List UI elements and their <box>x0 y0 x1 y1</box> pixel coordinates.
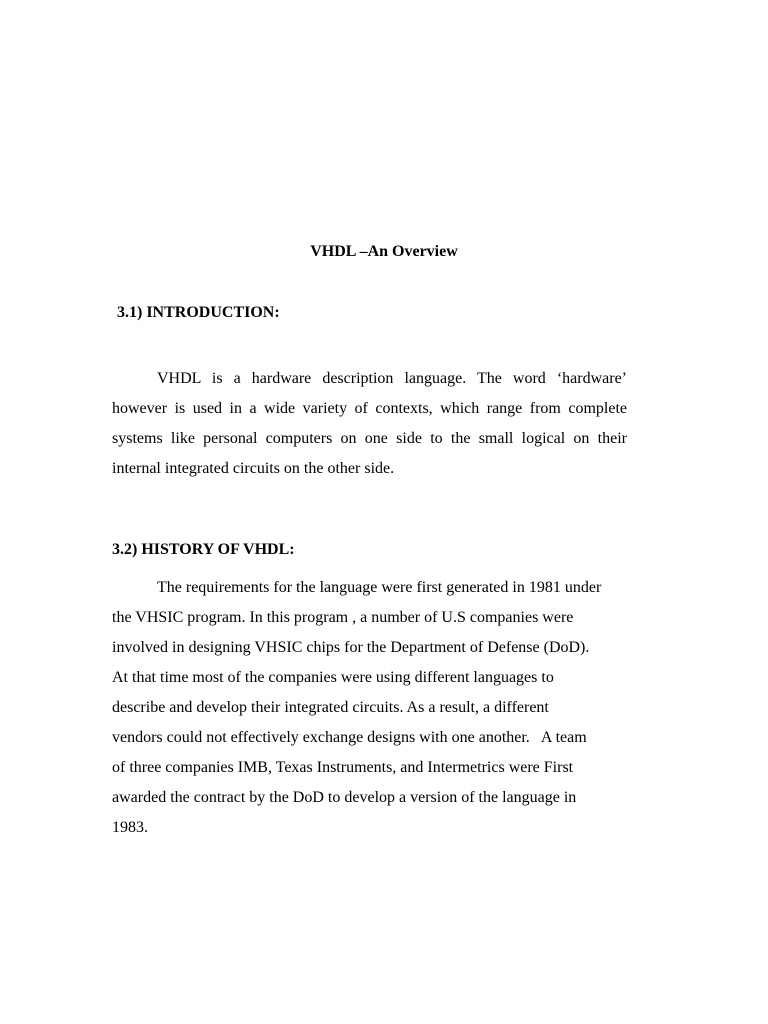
paragraph-line: involved in designing VHSIC chips for the Department of Defense (DoD). <box>112 639 590 656</box>
paragraph-line: VHDL is a hardware description language. The word ‘hardware’ <box>157 370 627 387</box>
introduction-paragraph <box>112 364 627 484</box>
paragraph-line: the VHSIC program. In this program , a number of U.S companies were <box>112 609 574 626</box>
paragraph-line: internal integrated circuits on the other side. <box>112 460 395 477</box>
paragraph-line: systems like personal computers on one side to the small logical on their <box>112 430 627 447</box>
paragraph-line: awarded the contract by the DoD to develop a version of the language in <box>112 789 577 806</box>
section-heading-introduction: 3.1) INTRODUCTION: <box>117 304 280 321</box>
paragraph-line: vendors could not effectively exchange designs with one another. A team <box>112 729 587 746</box>
paragraph-line: of three companies IMB, Texas Instruments, and Intermetrics were First <box>112 759 574 776</box>
paragraph-line: 1983. <box>112 819 148 836</box>
document-title: VHDL –An Overview <box>310 243 458 260</box>
section-heading-history: 3.2) HISTORY OF VHDL: <box>112 541 295 558</box>
paragraph-line: describe and develop their integrated circuits. As a result, a different <box>112 699 549 716</box>
paragraph-line: however is used in a wide variety of contexts, which range from complete <box>112 400 627 417</box>
paragraph-line: At that time most of the companies were using different languages to <box>112 669 554 686</box>
history-paragraph <box>112 573 627 843</box>
paragraph-line: The requirements for the language were first generated in 1981 under <box>157 579 602 596</box>
